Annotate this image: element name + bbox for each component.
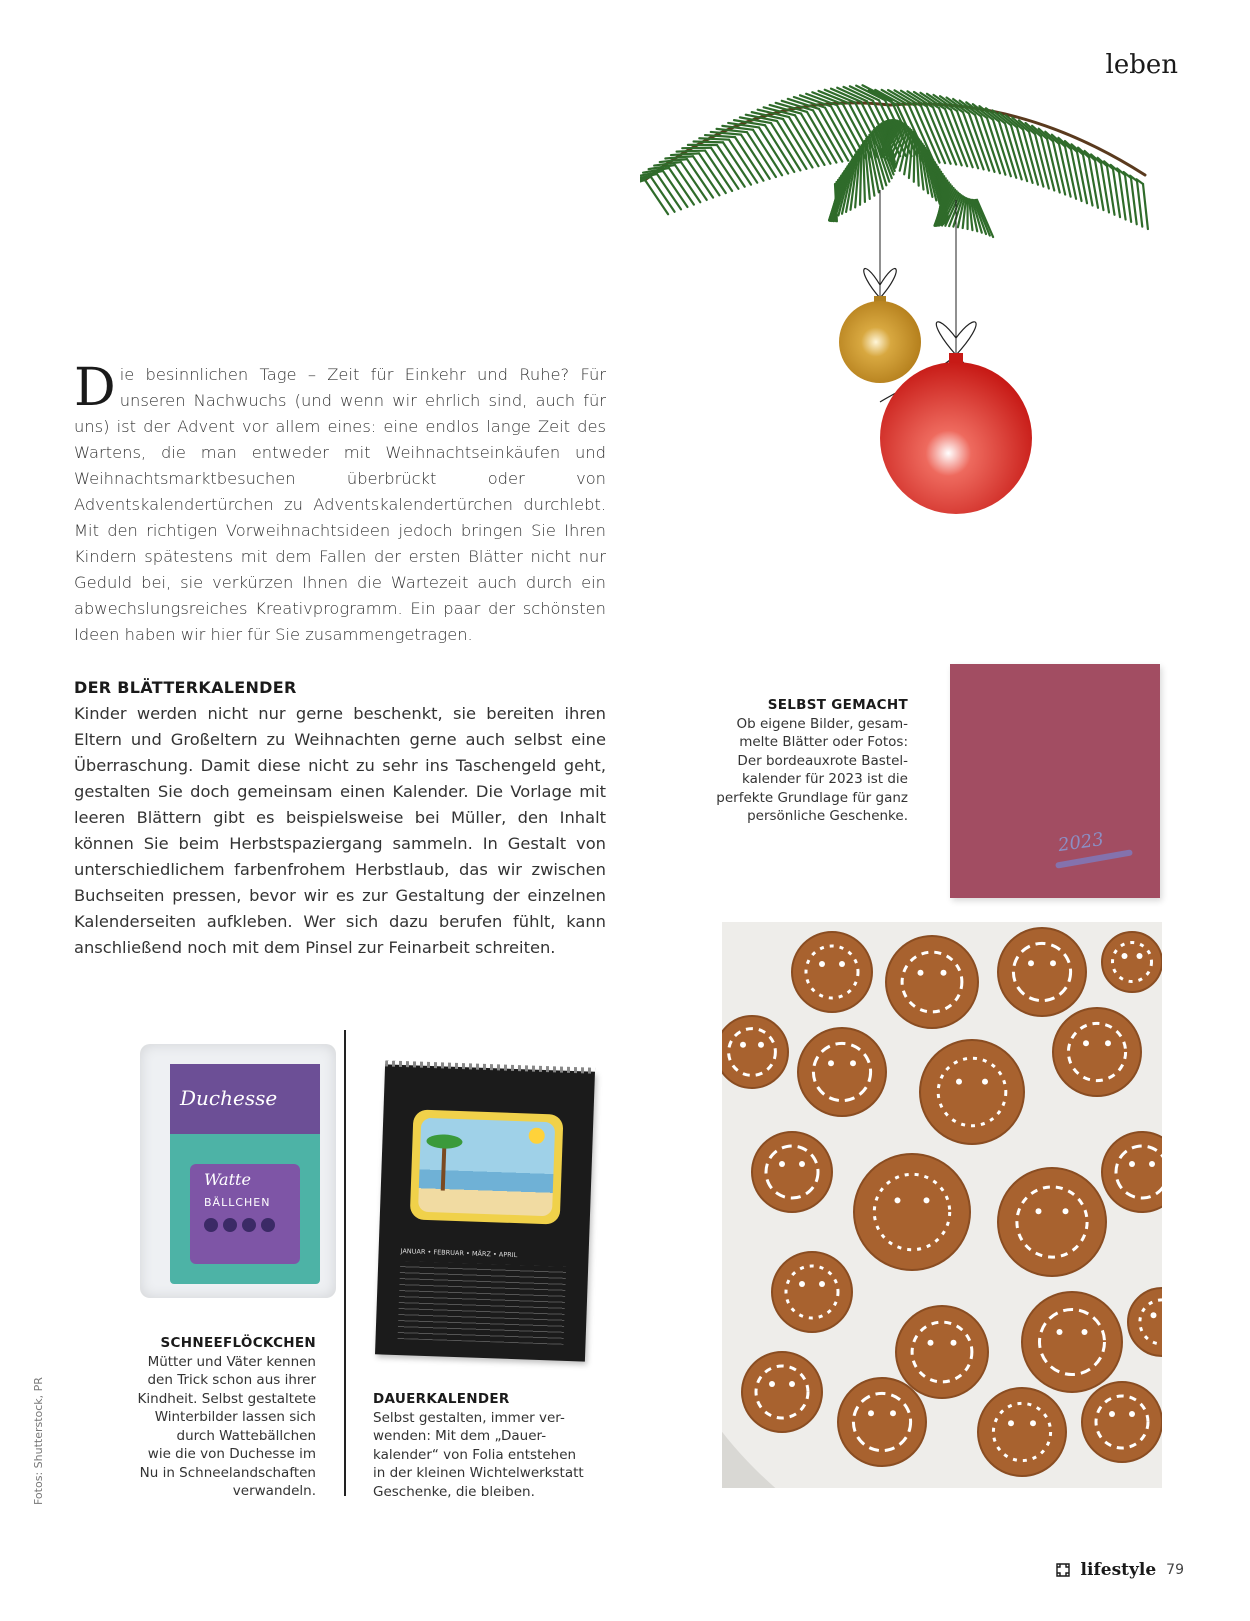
- intro-text: ie besinnlichen Tage – Zeit für Einkehr und Ruhe? Für unseren Nachwuchs (und wenn wir ehrlich sind, auch für uns) ist der Advent vor allem eines: eine endlos lange Zeit des Wartens, die man entweder mit Weihnachtseinkäufen und Weihnachtsmarktbesuchen überbrückt oder von Adventskalendertürchen zu Adventskalendertürchen durchlebt. Mit den richtigen Vorweihnachtsideen jedoch bringen Sie Ihren Kindern spätestens mit dem Fallen der ersten Blätter nicht nur Geduld bei, sie verkürzen Ihnen die Wartezeit auch durch ein abwechslungsreiches Kreativprogramm. Ein paar der schönsten Ideen haben wir hier für Sie zusammengetragen.: [74, 365, 606, 644]
- caption-schneefloeckchen: [100, 1334, 316, 1501]
- column-divider: [344, 1030, 346, 1496]
- calendar-months: JANUAR • FEBRUAR • MÄRZ • APRIL: [400, 1247, 518, 1260]
- section-heading: DER BLÄTTERKALENDER: [74, 678, 297, 697]
- caption-line: Geschenke, die bleiben.: [373, 1483, 535, 1500]
- caption-line: kalender für 2023 ist die: [742, 771, 908, 787]
- caption-line: verwandeln.: [232, 1483, 316, 1499]
- caption-title: SELBST GEMACHT: [767, 697, 908, 713]
- section-body: Kinder werden nicht nur gerne beschenkt, sie bereiten ihren Eltern und Großeltern zu Weihnachten gerne auch selbst eine Überraschung. Damit diese nicht zu sehr ins Taschengeld geht, gestalten Sie doch gemeinsam einen Kalender. Die Vorlage mit leeren Blättern gibt es beispielsweise bei Müller, den Inhalt können Sie beim Herbstspaziergang sammeln. In Gestalt von unterschiedlichem farbenfrohem Herbstlaub, das wir zwischen Buchseiten pressen, bevor wir es zur Gestaltung der einzelnen Kalenderseiten aufkleben. Wer sich dazu berufen fühlt, kann anschließend noch mit dem Pinsel zur Feinarbeit schreiten.: [74, 704, 606, 957]
- calendar-artwork: [410, 1109, 564, 1224]
- duchesse-name: BÄLLCHEN: [204, 1196, 271, 1209]
- caption-line: Winterbilder lassen sich: [154, 1409, 316, 1425]
- photo-credit: Fotos: Shutterstock, PR: [32, 1377, 45, 1505]
- duchesse-cotton-balls-image: [140, 1044, 336, 1298]
- caption-line: kalender“ von Folia entstehen: [373, 1446, 577, 1463]
- drop-cap: D: [74, 358, 116, 418]
- caption-line: perfekte Grundlage für ganz: [716, 789, 908, 806]
- page-footer: [1055, 1560, 1184, 1580]
- intro-paragraph: [74, 358, 606, 648]
- gingerbread-cookies-photo: [722, 922, 1162, 1488]
- duchesse-type: Watte: [204, 1170, 251, 1189]
- caption-line: Selbst gestalten, immer ver-: [373, 1409, 565, 1426]
- caption-line: melte Blätter oder Fotos:: [739, 734, 908, 750]
- gold-ornament: [839, 269, 921, 383]
- dauerkalender-image: [375, 1064, 595, 1361]
- caption-dauerkalender: [373, 1390, 613, 1501]
- caption-line: Ob eigene Bilder, gesam-: [736, 715, 908, 732]
- pine-branch: [640, 85, 1148, 237]
- caption-line: wie die von Duchesse im: [147, 1446, 316, 1462]
- duchesse-brand: Duchesse: [180, 1086, 278, 1110]
- caption-line: Der bordeauxrote Bastel-: [737, 752, 908, 769]
- caption-line: Mütter und Väter kennen: [147, 1353, 316, 1370]
- caption-line: durch Wattebällchen: [176, 1427, 316, 1444]
- christmas-branch-illustration: [640, 70, 1160, 530]
- page-number: 79: [1166, 1562, 1184, 1578]
- caption-title: DAUERKALENDER: [373, 1391, 510, 1407]
- caption-line: persönliche Geschenke.: [747, 808, 908, 824]
- caption-title: SCHNEEFLÖCKCHEN: [160, 1335, 316, 1351]
- lifestyle-logo-icon: [1055, 1562, 1071, 1578]
- caption-line: in der kleinen Wichtelwerkstatt: [373, 1465, 584, 1481]
- caption-line: den Trick schon aus ihrer: [147, 1372, 316, 1388]
- section-label: leben: [1105, 50, 1178, 80]
- caption-line: Kindheit. Selbst gestaltete: [137, 1390, 316, 1407]
- caption-selbst-gemacht: [668, 696, 908, 826]
- burgundy-calendar-image: [950, 664, 1160, 898]
- caption-line: wenden: Mit dem „Dauer-: [373, 1428, 547, 1444]
- caption-line: Nu in Schneelandschaften: [139, 1464, 316, 1481]
- calendar-year-mark: 2023: [1056, 828, 1106, 857]
- footer-brand: lifestyle: [1080, 1560, 1157, 1580]
